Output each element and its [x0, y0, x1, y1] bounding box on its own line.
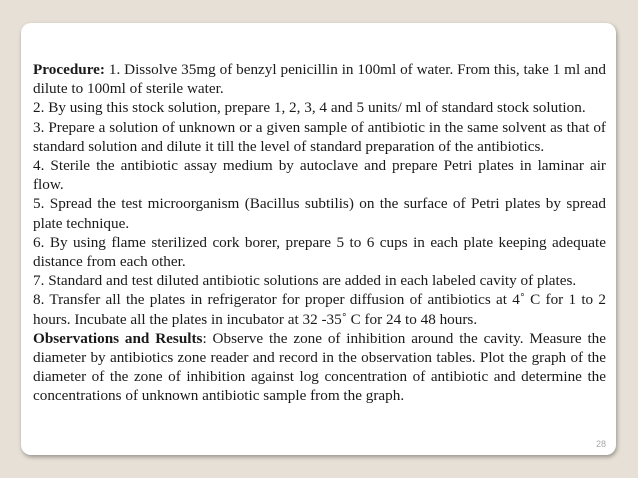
procedure-step-3: 3. Prepare a solution of unknown or a given sample of antibiotic in the same solvent as that of standard solution and dilute it till the level of standard preparation of the antibiotics.	[33, 118, 606, 155]
slide-body	[33, 60, 606, 406]
procedure-step-2: 2. By using this stock solution, prepare 1, 2, 3, 4 and 5 units/ ml of standard stock solution.	[33, 99, 586, 117]
observations-paragraph	[33, 329, 606, 406]
procedure-step-1	[33, 60, 606, 98]
procedure-step-8: 8. Transfer all the plates in refrigerator for proper diffusion of antibiotics at 4˚ C for 1 to 2 hours. Incubate all the plates in incubator at 32 -35˚ C for 24 to 48 hours.	[33, 291, 606, 328]
observations-heading: Observations and Results	[33, 329, 203, 347]
procedure-step-4: 4. Sterile the antibiotic assay medium by autoclave and prepare Petri plates in laminar air flow.	[33, 157, 606, 194]
slide-card	[21, 23, 616, 455]
procedure-heading: Procedure:	[33, 61, 105, 78]
procedure-step-5: 5. Spread the test microorganism (Bacillus subtilis) on the surface of Petri plates by spread plate technique.	[33, 195, 606, 232]
procedure-step-7: 7. Standard and test diluted antibiotic solutions are added in each labeled cavity of plates.	[33, 272, 577, 290]
observations-text: : Observe the zone of inhibition around the cavity. Measure the diameter by antibiotics zone reader and record in the observation tables. Plot the graph of the diameter of the zone of inhibition against log concentration of antibiotic and determine the concentrations of unknown antibiotic sample from the graph.	[33, 329, 606, 405]
procedure-step-6: 6. By using flame sterilized cork borer, prepare 5 to 6 cups in each plate keeping adequate distance from each other.	[33, 233, 606, 271]
step-text: 1. Dissolve 35mg of benzyl penicillin in 100ml of water. From this, take 1 ml and dilute to 100ml of sterile water.	[33, 61, 606, 98]
slide-number: 28	[595, 439, 606, 449]
